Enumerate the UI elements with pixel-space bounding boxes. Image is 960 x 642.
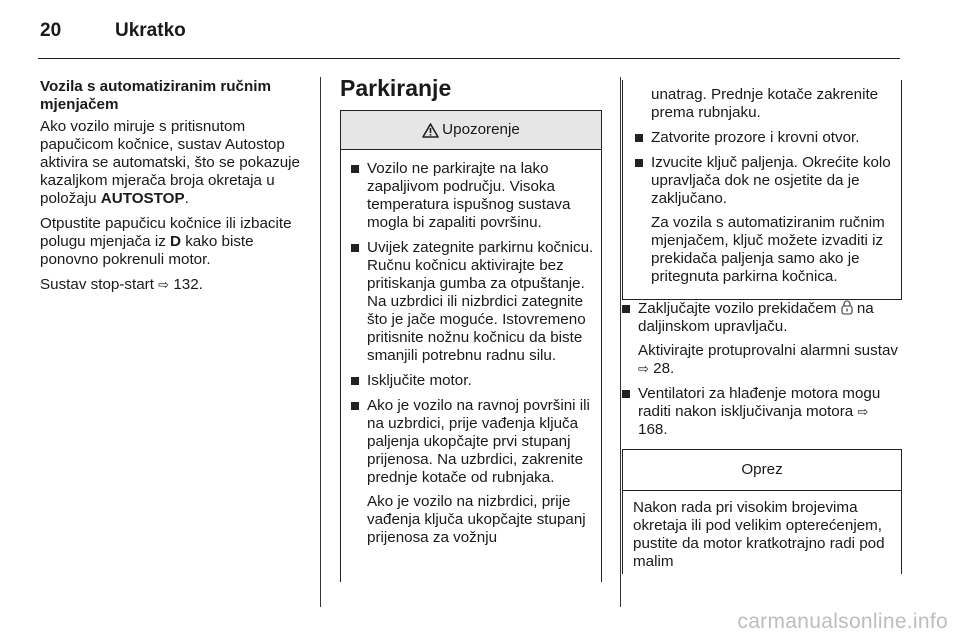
lock-icon xyxy=(841,300,853,315)
watermark: carmanualsonline.info xyxy=(737,610,948,633)
warning-title: Upozorenje xyxy=(442,121,520,138)
column-3 xyxy=(622,80,902,574)
page-number: 20 xyxy=(40,20,62,41)
text: Otpustite papučicu kočnice ili izbacite polugu mjenjača iz xyxy=(40,215,292,250)
section-title: Parkiranje xyxy=(340,75,452,101)
caution-box xyxy=(622,449,902,574)
warning-box-header xyxy=(341,111,601,150)
text: Ako vozilo miruje s pritisnutom papučicom kočnice, sustav Autostop aktivira se automatski, što se pokazuje kazaljkom mjerača broja okretaja u položaju xyxy=(40,118,300,207)
page-reference[interactable]: 168. xyxy=(638,421,668,438)
list-item-subtext: Za vozila s automatiziranim ručnim mjenjačem, ključ možete izvaditi iz prekidača paljenja samo ako je pritegnuta parkirna kočnica. xyxy=(651,214,885,285)
arrow-right-outline-icon: ⇨ xyxy=(638,361,649,376)
page-reference[interactable]: 132. xyxy=(173,276,203,293)
list-item-text: Ako je vozilo na ravnoj površini ili na uzbrdici, prije vađenja ključa paljenja ukopčajte prvi stupanj prijenosa. Na uzbrdici, zakrenite prednje kotače od rubnjaka. xyxy=(367,397,590,486)
warning-box-body xyxy=(341,150,601,560)
list-item-subtext: Ako je vozilo na nizbrdici, prije vađenja ključa ukopčajte stupanj prijenosa za vožnju xyxy=(367,493,586,546)
list-item xyxy=(635,154,895,286)
header-rule xyxy=(38,58,900,59)
page-title: Ukratko xyxy=(115,20,186,41)
list-item-text: Ventilatori za hlađenje motora mogu raditi nakon isključivanja motora xyxy=(638,385,881,420)
list-item-text: na daljinskom upravljaču. xyxy=(638,300,874,335)
bold-text: D xyxy=(170,233,181,250)
paragraph-reference xyxy=(40,276,302,294)
text: . xyxy=(184,190,189,207)
list-item: Isključite motor. xyxy=(351,372,595,390)
page-header xyxy=(40,20,186,42)
paragraph-restart xyxy=(40,215,302,269)
text: Sustav stop-start xyxy=(40,276,159,293)
arrow-right-outline-icon: ⇨ xyxy=(158,277,170,292)
warning-box-continued xyxy=(622,80,902,300)
list-item xyxy=(622,385,902,439)
text: Aktivirajte protuprovalni alarmni sustav xyxy=(638,342,898,359)
column-divider-1 xyxy=(320,77,321,607)
column-2 xyxy=(340,74,602,582)
warning-box xyxy=(340,110,602,582)
list-item: Zatvorite prozore i krovni otvor. xyxy=(635,129,895,147)
page-reference[interactable]: 28. xyxy=(653,360,675,377)
list-item-text: Izvucite ključ paljenja. Okrećite kolo upravljača dok ne osjetite da je zaključano. xyxy=(651,154,891,207)
list-item-text: Zaključajte vozilo prekidačem xyxy=(638,300,841,317)
caution-box-header: Oprez xyxy=(623,450,901,491)
paragraph-autostop xyxy=(40,118,302,208)
text: kako biste ponovno pokrenuli motor. xyxy=(40,233,254,268)
warning-list xyxy=(351,160,595,547)
continued-text: unatrag. Prednje kotače zakrenite prema rubnjaku. xyxy=(651,86,879,121)
caution-box-body: Nakon rada pri visokim brojevima okretaja ili pod velikim opterećenjem, pustite da motor kratkotrajno radi pod malim xyxy=(633,499,885,570)
list-item xyxy=(622,300,902,378)
list-item xyxy=(351,397,595,547)
list-item: Vozilo ne parkirajte na lako zapaljivom području. Visoka temperatura ispušnog sustava mogla bi zapaliti površinu. xyxy=(351,160,595,232)
warning-triangle-icon xyxy=(422,123,439,138)
column-divider-2 xyxy=(620,77,621,607)
bold-text: AUTOSTOP xyxy=(100,190,185,207)
column-1 xyxy=(40,78,302,301)
list-item: Uvijek zategnite parkirnu kočnicu. Ručnu kočnicu aktivirajte bez pritiskanja gumba za otpuštanje. Na uzbrdici ili nizbrdici zategnite što je jače moguće. Istovremeno pritisnite nožnu kočnicu da biste smanjili potrebnu radnu silu. xyxy=(351,239,595,365)
list-item-subtext xyxy=(638,342,902,378)
section-heading: Vozila s automatiziranim ručnim mjenjačem xyxy=(40,78,271,113)
warning-list-continued xyxy=(635,129,895,286)
parking-steps-list xyxy=(622,300,902,439)
arrow-right-outline-icon: ⇨ xyxy=(857,404,869,419)
